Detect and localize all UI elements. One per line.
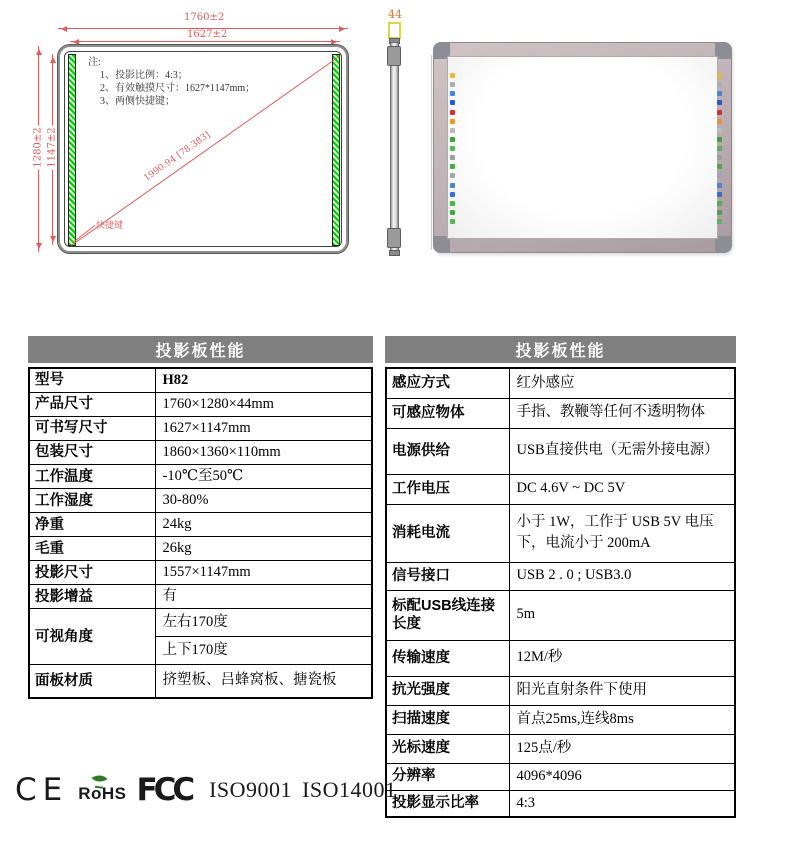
spec-value: 挤塑板、吕蜂窝板、搪瓷板 xyxy=(155,665,372,698)
hotkey-callout-label: 快捷键 xyxy=(96,220,124,230)
hotkey-icon xyxy=(717,192,722,197)
spec-label: 投影增益 xyxy=(29,585,155,609)
spec-row xyxy=(386,790,735,817)
hotkey-icon xyxy=(717,219,722,224)
spec-value: 1760×1280×44mm xyxy=(155,393,372,417)
right-spec-table xyxy=(385,367,736,818)
spec-row xyxy=(29,585,372,609)
spec-value: H82 xyxy=(155,368,372,393)
thickness-highlight-box xyxy=(388,22,401,39)
rohs-label: RoHS xyxy=(78,784,127,803)
dimension-label-height-outer: 1280±2 xyxy=(32,127,44,168)
spec-value: 1860×1360×110mm xyxy=(155,441,372,465)
hotkey-icon xyxy=(450,73,455,78)
spec-row xyxy=(29,513,372,537)
hotkey-icon xyxy=(450,119,455,124)
spec-value: 小于 1W，工作于 USB 5V 电压下，电流小于 200mA xyxy=(509,504,735,562)
dimension-label-height-inner: 1147±2 xyxy=(46,127,58,168)
fcc-mark: FCC xyxy=(136,772,192,808)
hotkey-icon xyxy=(450,82,455,87)
hotkey-strip-right xyxy=(332,54,340,246)
hotkey-icon xyxy=(717,91,722,96)
hotkey-icon xyxy=(450,192,455,197)
hotkey-icon xyxy=(717,128,722,133)
thickness-dimension-label: 44 xyxy=(388,8,402,21)
hotkey-icon xyxy=(717,82,722,87)
hotkey-icon xyxy=(717,210,722,215)
product-photo xyxy=(433,42,732,253)
spec-label: 光标速度 xyxy=(386,734,509,763)
hotkey-icon xyxy=(717,155,722,160)
hotkey-icon xyxy=(450,100,455,105)
spec-label: 型号 xyxy=(29,368,155,393)
spec-label: 扫描速度 xyxy=(386,705,509,734)
side-view-body xyxy=(390,42,399,254)
note-1: 1、投影比例：4:3； xyxy=(100,70,188,81)
spec-row xyxy=(29,489,372,513)
side-view-reference-line xyxy=(431,55,432,250)
spec-label: 毛重 xyxy=(29,537,155,561)
spec-value: 上下170度 xyxy=(155,637,372,665)
hotkey-icon xyxy=(717,119,722,124)
hotkey-icon-strip-right xyxy=(716,73,723,224)
spec-row xyxy=(29,393,372,417)
hotkey-icon xyxy=(717,137,722,142)
spec-label: 工作温度 xyxy=(29,465,155,489)
left-spec-section xyxy=(28,336,373,699)
spec-label: 抗光强度 xyxy=(386,676,509,705)
spec-row xyxy=(29,561,372,585)
spec-row xyxy=(29,537,372,561)
hotkey-icon xyxy=(450,91,455,96)
spec-value: 4:3 xyxy=(509,790,735,817)
spec-value: -10℃至50℃ xyxy=(155,465,372,489)
dimension-line-width-inner xyxy=(70,41,340,42)
spec-row xyxy=(386,562,735,590)
spec-value: 阳光直射条件下使用 xyxy=(509,676,735,705)
drawing-notes xyxy=(88,56,255,108)
hotkey-icon xyxy=(717,183,722,188)
spec-row xyxy=(386,428,735,474)
dimension-label-width-inner: 1627±2 xyxy=(187,29,228,40)
left-table-header: 投影板性能 xyxy=(28,336,373,363)
hotkey-icon xyxy=(450,110,455,115)
notes-heading: 注: xyxy=(88,57,101,68)
hotkey-icon-strip-left xyxy=(449,73,456,224)
spec-label: 包装尺寸 xyxy=(29,441,155,465)
spec-label: 可感应物体 xyxy=(386,398,509,428)
spec-label: 投影显示比率 xyxy=(386,790,509,817)
side-view-bottom-cap xyxy=(389,250,400,256)
spec-value: 左右170度 xyxy=(155,609,372,637)
spec-value: 1557×1147mm xyxy=(155,561,372,585)
spec-value: 30-80% xyxy=(155,489,372,513)
certifications-row xyxy=(15,765,397,815)
spec-value: 手指、教鞭等任何不透明物体 xyxy=(509,398,735,428)
spec-row xyxy=(386,640,735,676)
hotkey-icon xyxy=(450,128,455,133)
spec-label: 可书写尺寸 xyxy=(29,417,155,441)
rohs-mark xyxy=(78,776,126,804)
spec-row xyxy=(29,609,372,637)
spec-value: 有 xyxy=(155,585,372,609)
right-spec-section xyxy=(385,336,736,818)
hotkey-icon xyxy=(450,155,455,160)
spec-row xyxy=(29,465,372,489)
diagonal-dimension-label: 1990.94 [78.383] xyxy=(142,130,213,184)
spec-label: 电源供给 xyxy=(386,428,509,474)
spec-row xyxy=(29,441,372,465)
spec-label: 标配USB线连接长度 xyxy=(386,590,509,640)
hotkey-icon xyxy=(450,146,455,151)
spec-row xyxy=(386,474,735,504)
spec-label: 工作电压 xyxy=(386,474,509,504)
spec-row xyxy=(386,763,735,790)
spec-row xyxy=(29,368,372,393)
hotkey-icon xyxy=(450,164,455,169)
spec-row xyxy=(386,676,735,705)
iso14001-mark: ISO14001 xyxy=(302,777,397,802)
spec-value: 12M/秒 xyxy=(509,640,735,676)
dimension-label-width-outer: 1760±2 xyxy=(184,12,225,23)
spec-row xyxy=(386,368,735,398)
spec-row xyxy=(386,398,735,428)
spec-value: 4096*4096 xyxy=(509,763,735,790)
spec-label: 可视角度 xyxy=(29,609,155,665)
spec-value: 26kg xyxy=(155,537,372,561)
spec-label: 感应方式 xyxy=(386,368,509,398)
spec-row xyxy=(386,734,735,763)
spec-label: 投影尺寸 xyxy=(29,561,155,585)
spec-row xyxy=(386,705,735,734)
spec-label: 消耗电流 xyxy=(386,504,509,562)
hotkey-icon xyxy=(717,73,722,78)
spec-value: 5m xyxy=(509,590,735,640)
spec-value: 红外感应 xyxy=(509,368,735,398)
spec-value: 首点25ms,连线8ms xyxy=(509,705,735,734)
spec-label: 工作湿度 xyxy=(29,489,155,513)
spec-row xyxy=(29,417,372,441)
spec-label: 面板材质 xyxy=(29,665,155,698)
hotkey-icon xyxy=(450,219,455,224)
iso9001-mark: ISO9001 xyxy=(209,777,293,802)
ce-mark: CE xyxy=(15,772,69,808)
spec-row xyxy=(386,504,735,562)
hotkey-icon xyxy=(450,201,455,206)
spec-row xyxy=(29,665,372,698)
side-view-bottom-bracket xyxy=(387,228,401,248)
hotkey-icon xyxy=(450,210,455,215)
right-table-header: 投影板性能 xyxy=(385,336,736,363)
spec-label: 净重 xyxy=(29,513,155,537)
spec-label: 信号接口 xyxy=(386,562,509,590)
spec-label: 传输速度 xyxy=(386,640,509,676)
spec-row xyxy=(386,590,735,640)
spec-value: 24kg xyxy=(155,513,372,537)
hotkey-strip-left xyxy=(68,54,76,246)
spec-value: USB 2 . 0 ; USB3.0 xyxy=(509,562,735,590)
hotkey-icon xyxy=(717,146,722,151)
spec-value: 1627×1147mm xyxy=(155,417,372,441)
hotkey-icon xyxy=(450,173,455,178)
whiteboard-surface xyxy=(447,56,718,239)
note-3: 3、两侧快捷键； xyxy=(100,96,175,107)
side-view-top-bracket xyxy=(387,46,401,66)
hotkey-icon xyxy=(450,183,455,188)
spec-value: USB直接供电（无需外接电源） xyxy=(509,428,735,474)
hotkey-icon xyxy=(450,137,455,142)
hotkey-icon xyxy=(717,100,722,105)
left-spec-table xyxy=(28,367,373,699)
spec-label: 分辨率 xyxy=(386,763,509,790)
hotkey-icon xyxy=(717,173,722,178)
spec-value: 125点/秒 xyxy=(509,734,735,763)
note-2: 2、有效触摸尺寸：1627*1147mm； xyxy=(100,83,256,94)
hotkey-icon xyxy=(717,110,722,115)
hotkey-icon xyxy=(717,201,722,206)
spec-value: DC 4.6V ~ DC 5V xyxy=(509,474,735,504)
hotkey-icon xyxy=(717,164,722,169)
spec-label: 产品尺寸 xyxy=(29,393,155,417)
